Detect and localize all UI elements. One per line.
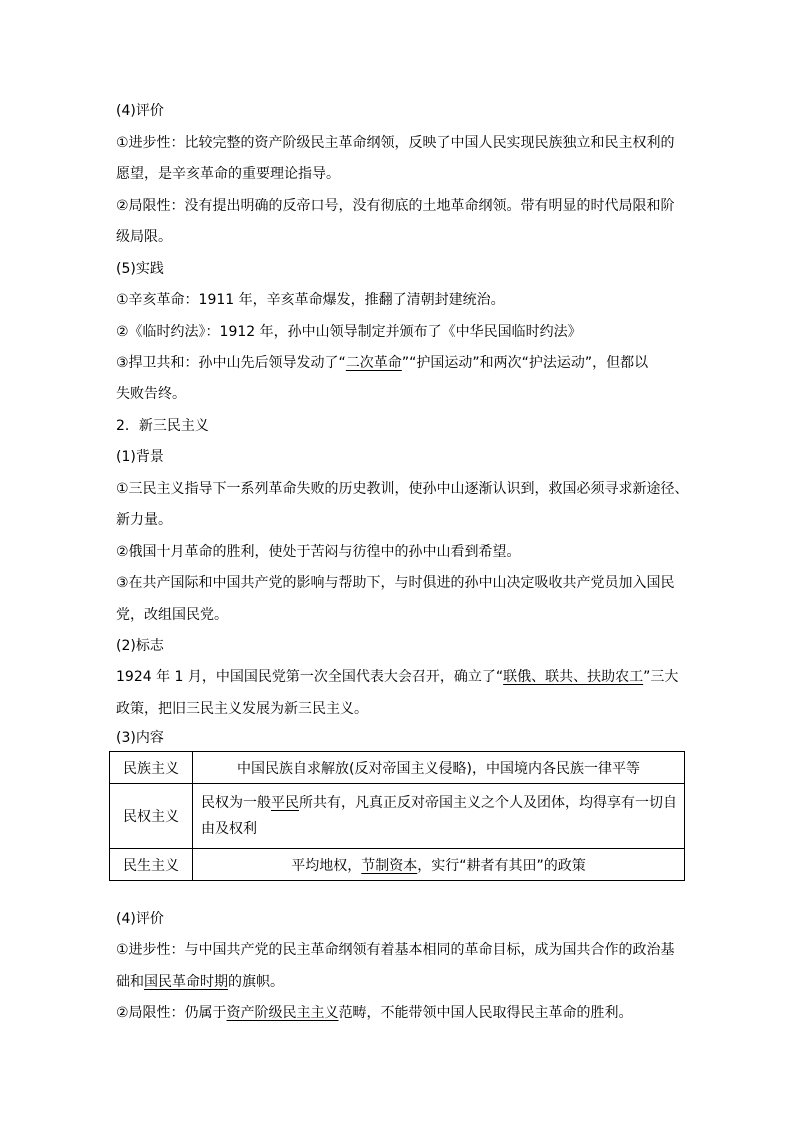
paragraph-line [116,353,648,373]
paragraph-line [116,667,678,687]
text-span: 的旗帜。 [228,974,284,990]
text-span: ”三大 [643,669,679,685]
text-span: ”“护国运动”和两次“护法运动”，但都以 [401,355,649,371]
section-heading-sign: (2)标志 [116,638,164,654]
paragraph-line: 失败告终。 [116,386,186,402]
text-span: 范畴，不能带领中国人民取得民主革命的胜利。 [338,1005,633,1021]
table-value-cell [193,849,685,881]
content-table [109,751,685,881]
table-label-cell: 民权主义 [110,784,193,849]
table-value-cell: 中国民族自求解放(反对帝国主义侵略)，中国境内各民族一律平等 [193,752,685,784]
paragraph-line [116,972,284,992]
text-span: 所共有，凡真正反对帝国主义之个人及团体，均得享有一切自由及权利 [201,795,677,837]
section-title-new-three-principles: 2．新三民主义 [116,418,209,434]
paragraph-line: 政策，把旧三民主义发展为新三民主义。 [116,701,368,717]
section-heading-evaluation: (4)评价 [116,103,164,119]
section-heading-background: (1)背景 [116,449,164,465]
paragraph-line: ②俄国十月革命的胜利，使处于苦闷与彷徨中的孙中山看到希望。 [116,544,521,560]
paragraph-line: 愿望，是辛亥革命的重要理论指导。 [116,166,340,182]
text-span: ②局限性：仍属于 [116,1005,227,1021]
paragraph-line: ①进步性：比较完整的资产阶级民主革命纲领，反映了中国人民实现民族独立和民主权利的 [116,135,675,151]
text-span: 1924 年 1 月，中国国民党第一次全国代表大会召开，确立了“ [116,669,504,685]
text-span: 民权为一般 [201,795,271,811]
section-heading-practice: (5)实践 [116,261,164,277]
paragraph-line: ③在共产国际和中国共产党的影响与帮助下，与时俱进的孙中山决定吸收共产党员加入国民 [116,575,675,591]
text-span: ，实行“耕者有其田”的政策 [417,857,586,874]
underlined-term: 联俄、联共、扶助农工 [503,669,644,685]
table-label-cell: 民族主义 [110,752,193,784]
paragraph-line: ①三民主义指导下一系列革命失败的历史教训，使孙中山逐渐认识到，救国必须寻求新途径、 [116,481,689,497]
text-span: 平均地权， [291,857,362,874]
text-span: ③捍卫共和：孙中山先后领导发动了“ [116,355,346,371]
table-row [110,849,685,881]
paragraph-line: ①进步性：与中国共产党的民主革命纲领有着基本相同的革命目标，成为国共合作的政治基 [116,942,675,958]
underlined-term: 国民革命时期 [144,974,228,990]
table-row [110,784,685,849]
underlined-term: 资产阶级民主主义 [226,1005,339,1021]
table-value-cell [193,784,685,849]
paragraph-line [116,1003,633,1023]
underlined-term: 平民 [271,795,299,811]
paragraph-line: ②局限性：没有提出明确的反帝口号，没有彻底的土地革命纲领。带有明显的时代局限和阶 [116,198,675,214]
paragraph-line: 级局限。 [116,229,172,245]
underlined-term: 节制资本 [361,857,418,874]
table-label-cell: 民生主义 [110,849,193,881]
paragraph-line: 党，改组国民党。 [116,607,228,623]
paragraph-line: ②《临时约法》：1912 年，孙中山领导制定并颁布了《中华民国临时约法》 [116,324,582,340]
table-row [110,752,685,784]
text-span: 础和 [116,974,144,990]
paragraph-line: ①辛亥革命：1911 年，辛亥革命爆发，推翻了清朝封建统治。 [116,292,505,308]
section-heading-evaluation: (4)评价 [116,911,164,927]
section-heading-content: (3)内容 [116,730,164,746]
underlined-term: 二次革命 [345,355,402,371]
paragraph-line: 新力量。 [116,512,172,528]
